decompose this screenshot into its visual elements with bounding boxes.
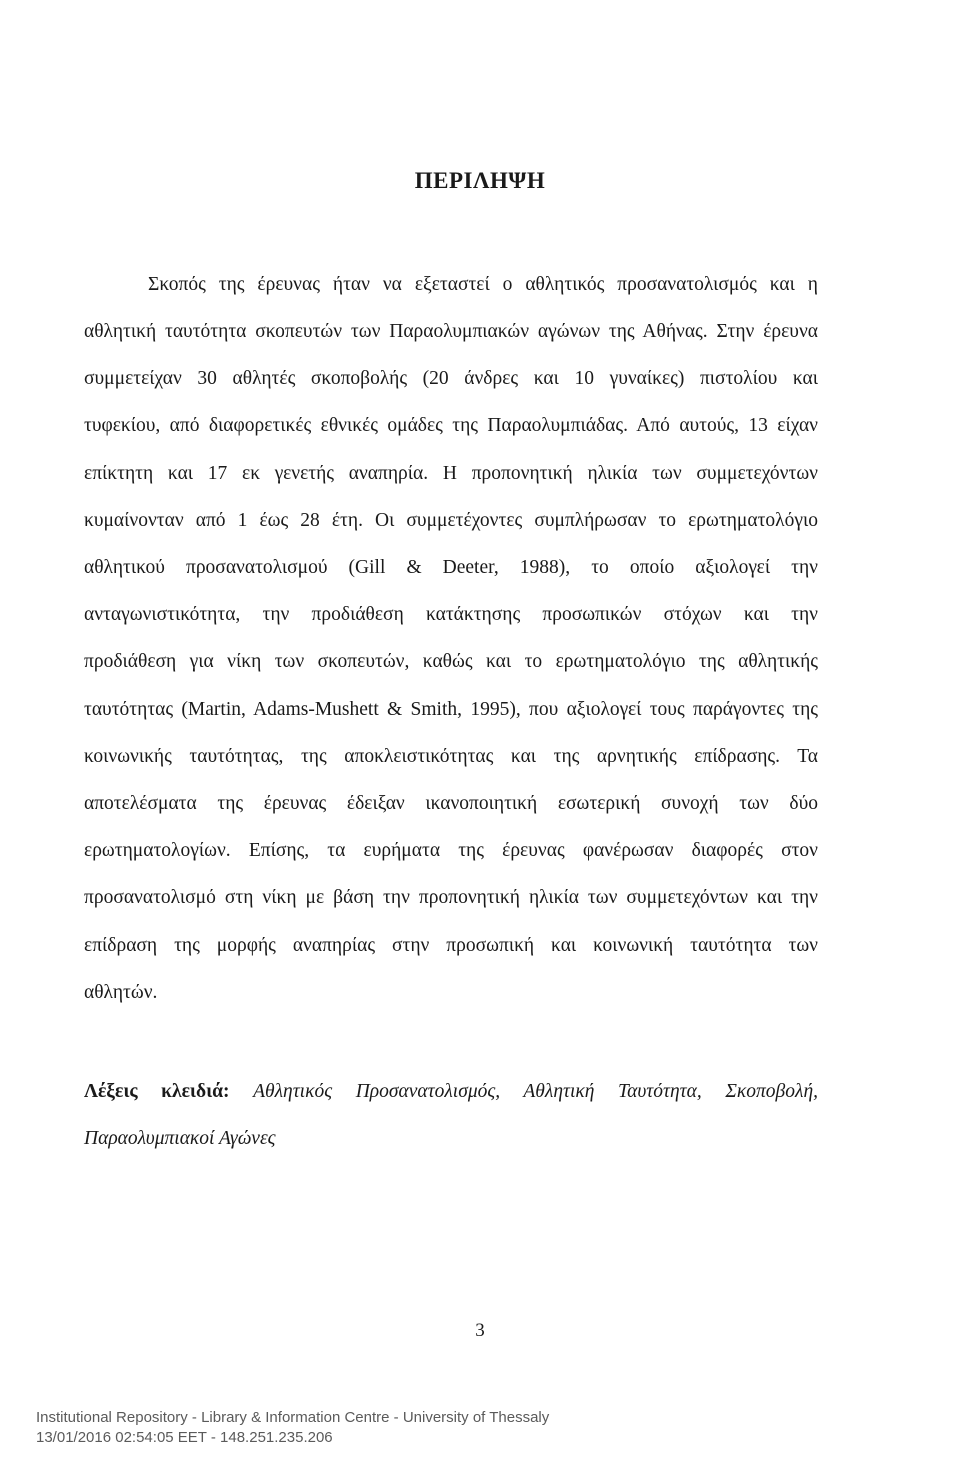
abstract-line: ανταγωνιστικότητα, την προδιάθεση κατάκτησης προσωπικών στόχων και την [84,604,818,625]
abstract-line: επίδραση της μορφής αναπηρίας στην προσωπική και κοινωνική ταυτότητα των [84,935,818,956]
abstract-line: αθλητική ταυτότητα σκοπευτών των Παραολυμπιακών αγώνων της Αθήνας. Στην έρευνα [84,321,818,342]
abstract-line: ερωτηματολογίων. Επίσης, τα ευρήματα της έρευνας φανέρωσαν διαφορές στον [84,840,818,861]
repository-footer: Institutional Repository - Library & Information Centre - University of Thessaly [36,1409,550,1426]
abstract-line: αποτελέσματα της έρευνας έδειξαν ικανοποιητική εσωτερική συνοχή των δύο [84,793,818,814]
abstract-line: συμμετείχαν 30 αθλητές σκοποβολής (20 άνδρες και 10 γυναίκες) πιστολίου και [84,368,818,389]
abstract-line: αθλητικού προσανατολισμού (Gill & Deeter, 1988), το οποίο αξιολογεί την [84,557,818,578]
keywords-terms-continued: Παραολυμπιακοί Αγώνες [84,1128,276,1149]
page-title: ΠΕΡΙΛΗΨΗ [414,168,546,193]
abstract-line: Σκοπός της έρευνας ήταν να εξεταστεί ο αθλητικός προσανατολισμός και η [148,274,818,295]
keywords-terms: Αθλητικός Προσανατολισμός, Αθλητική Ταυτότητα, Σκοποβολή, [253,1081,818,1102]
abstract-line: επίκτητη και 17 εκ γενετής αναπηρία. Η προπονητική ηλικία των συμμετεχόντων [84,463,818,484]
download-timestamp: 13/01/2016 02:54:05 EET - 148.251.235.206 [36,1429,333,1446]
page-number: 3 [475,1320,485,1341]
keywords-label: Λέξεις κλειδιά: [84,1081,230,1102]
abstract-line: προσανατολισμό στη νίκη με βάση την προπονητική ηλικία των συμμετεχόντων και την [84,887,818,908]
abstract-line: τυφεκίου, από διαφορετικές εθνικές ομάδες της Παραολυμπιάδας. Από αυτούς, 13 είχαν [84,415,818,436]
abstract-line: αθλητών. [84,982,158,1003]
keywords-line [84,1080,818,1104]
abstract-line: κοινωνικής ταυτότητας, της αποκλειστικότητας και της αρνητικής επίδρασης. Τα [84,746,818,767]
abstract-line: κυμαίνονταν από 1 έως 28 έτη. Οι συμμετέχοντες συμπλήρωσαν το ερωτηματολόγιο [84,510,818,531]
keywords-line-continued [84,1127,276,1151]
abstract-line: προδιάθεση για νίκη των σκοπευτών, καθώς και το ερωτηματολόγιο της αθλητικής [84,651,818,672]
abstract-line: ταυτότητας (Martin, Adams-Mushett & Smith, 1995), που αξιολογεί τους παράγοντες της [84,699,818,720]
